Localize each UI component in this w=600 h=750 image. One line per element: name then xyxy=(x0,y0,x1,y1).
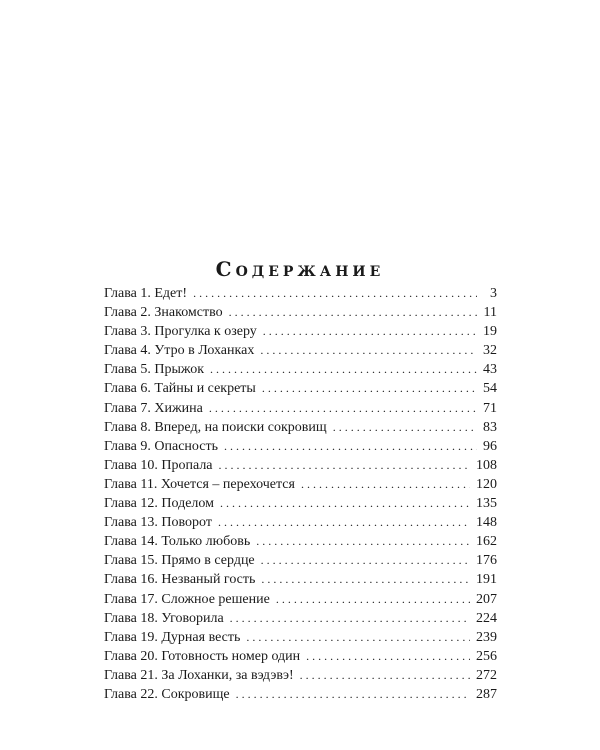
toc-page-number: 148 xyxy=(476,515,497,531)
toc-dot-leader xyxy=(276,590,470,609)
toc-dot-leader xyxy=(256,532,470,551)
toc-entry xyxy=(104,399,497,418)
toc-page-number: 11 xyxy=(483,305,497,321)
toc-entry xyxy=(104,570,497,589)
table-of-contents xyxy=(104,284,497,704)
toc-entry-label: Глава 10. Пропала xyxy=(104,457,213,473)
toc-entry xyxy=(104,551,497,570)
toc-dot-leader xyxy=(236,685,470,704)
toc-dot-leader xyxy=(306,647,470,666)
toc-entry xyxy=(104,360,497,379)
toc-entry-label: Глава 20. Готовность номер один xyxy=(104,648,301,664)
toc-entry xyxy=(104,341,497,360)
page-title: Содержание xyxy=(215,257,385,282)
toc-page-number: 3 xyxy=(490,286,497,301)
toc-entry-label: Глава 4. Утро в Лоханках xyxy=(104,343,255,359)
toc-entry xyxy=(104,303,497,322)
toc-page-number: 108 xyxy=(476,457,497,473)
toc-page-number: 43 xyxy=(483,362,497,378)
toc-entry-label: Глава 22. Сокровище xyxy=(104,686,230,702)
toc-page-number: 162 xyxy=(476,534,497,550)
toc-entry-label: Глава 7. Хижина xyxy=(104,400,203,416)
toc-entry xyxy=(104,379,497,398)
toc-entry-label: Глава 18. Уговорила xyxy=(104,610,224,626)
toc-dot-leader xyxy=(333,418,477,437)
toc-page-number: 256 xyxy=(476,648,497,664)
toc-dot-leader xyxy=(210,360,477,379)
toc-entry-label: Глава 13. Поворот xyxy=(104,515,212,531)
toc-entry-label: Глава 14. Только любовь xyxy=(104,534,251,550)
toc-entry xyxy=(104,532,497,551)
toc-entry xyxy=(104,609,497,628)
toc-entry-label: Глава 12. Поделом xyxy=(104,496,215,512)
toc-dot-leader xyxy=(301,475,470,494)
toc-entry-label: Глава 5. Прыжок xyxy=(104,362,205,378)
toc-entry-label: Глава 11. Хочется – перехочется xyxy=(104,476,295,492)
toc-page-number: 287 xyxy=(476,686,497,702)
toc-page-number: 176 xyxy=(476,553,497,569)
toc-entry xyxy=(104,494,497,513)
toc-dot-leader xyxy=(224,437,477,456)
toc-entry xyxy=(104,666,497,685)
toc-entry-label: Глава 3. Прогулка к озеру xyxy=(104,324,257,340)
toc-entry xyxy=(104,456,497,475)
toc-dot-leader xyxy=(261,570,470,589)
toc-entry xyxy=(104,590,497,609)
toc-dot-leader xyxy=(261,551,470,570)
toc-dot-leader xyxy=(246,628,470,647)
toc-dot-leader xyxy=(262,379,477,398)
toc-entry-label: Глава 6. Тайны и секреты xyxy=(104,381,256,397)
toc-page-number: 54 xyxy=(483,381,497,397)
toc-entry xyxy=(104,685,497,704)
toc-entry-label: Глава 21. За Лоханки, за вэдэвэ! xyxy=(104,667,294,683)
toc-page-number: 96 xyxy=(483,438,497,454)
toc-page-number: 120 xyxy=(476,476,497,492)
toc-dot-leader xyxy=(229,303,477,322)
toc-page-number: 135 xyxy=(476,496,497,512)
toc-dot-leader xyxy=(219,456,470,475)
toc-entry xyxy=(104,475,497,494)
toc-page-number: 32 xyxy=(483,343,497,359)
toc-page-number: 207 xyxy=(476,591,497,607)
toc-dot-leader xyxy=(230,609,470,628)
toc-dot-leader xyxy=(300,666,470,685)
toc-page-number: 272 xyxy=(476,667,497,683)
toc-page-number: 239 xyxy=(476,629,497,645)
toc-entry-label: Глава 9. Опасность xyxy=(104,438,218,454)
toc-entry-label: Глава 1. Едет! xyxy=(104,286,188,301)
toc-page-number: 71 xyxy=(483,400,497,416)
toc-entry xyxy=(104,647,497,666)
toc-dot-leader xyxy=(263,322,477,341)
toc-dot-leader xyxy=(260,341,477,360)
toc-page-number: 19 xyxy=(483,324,497,340)
toc-page-number: 224 xyxy=(476,610,497,626)
toc-dot-leader xyxy=(220,494,470,513)
toc-entry-label: Глава 16. Незваный гость xyxy=(104,572,256,588)
toc-entry xyxy=(104,437,497,456)
toc-entry-label: Глава 15. Прямо в сердце xyxy=(104,553,255,569)
toc-dot-leader xyxy=(218,513,470,532)
toc-entry xyxy=(104,284,497,303)
toc-entry xyxy=(104,418,497,437)
toc-entry-label: Глава 8. Вперед, на поиски сокровищ xyxy=(104,419,327,435)
toc-page-number: 83 xyxy=(483,419,497,435)
toc-page-number: 191 xyxy=(476,572,497,588)
toc-entry xyxy=(104,513,497,532)
toc-dot-leader xyxy=(193,284,477,303)
toc-entry-label: Глава 2. Знакомство xyxy=(104,305,223,321)
toc-entry xyxy=(104,322,497,341)
toc-dot-leader xyxy=(209,399,477,418)
toc-entry-label: Глава 19. Дурная весть xyxy=(104,629,241,645)
toc-entry-label: Глава 17. Сложное решение xyxy=(104,591,270,607)
toc-entry xyxy=(104,628,497,647)
